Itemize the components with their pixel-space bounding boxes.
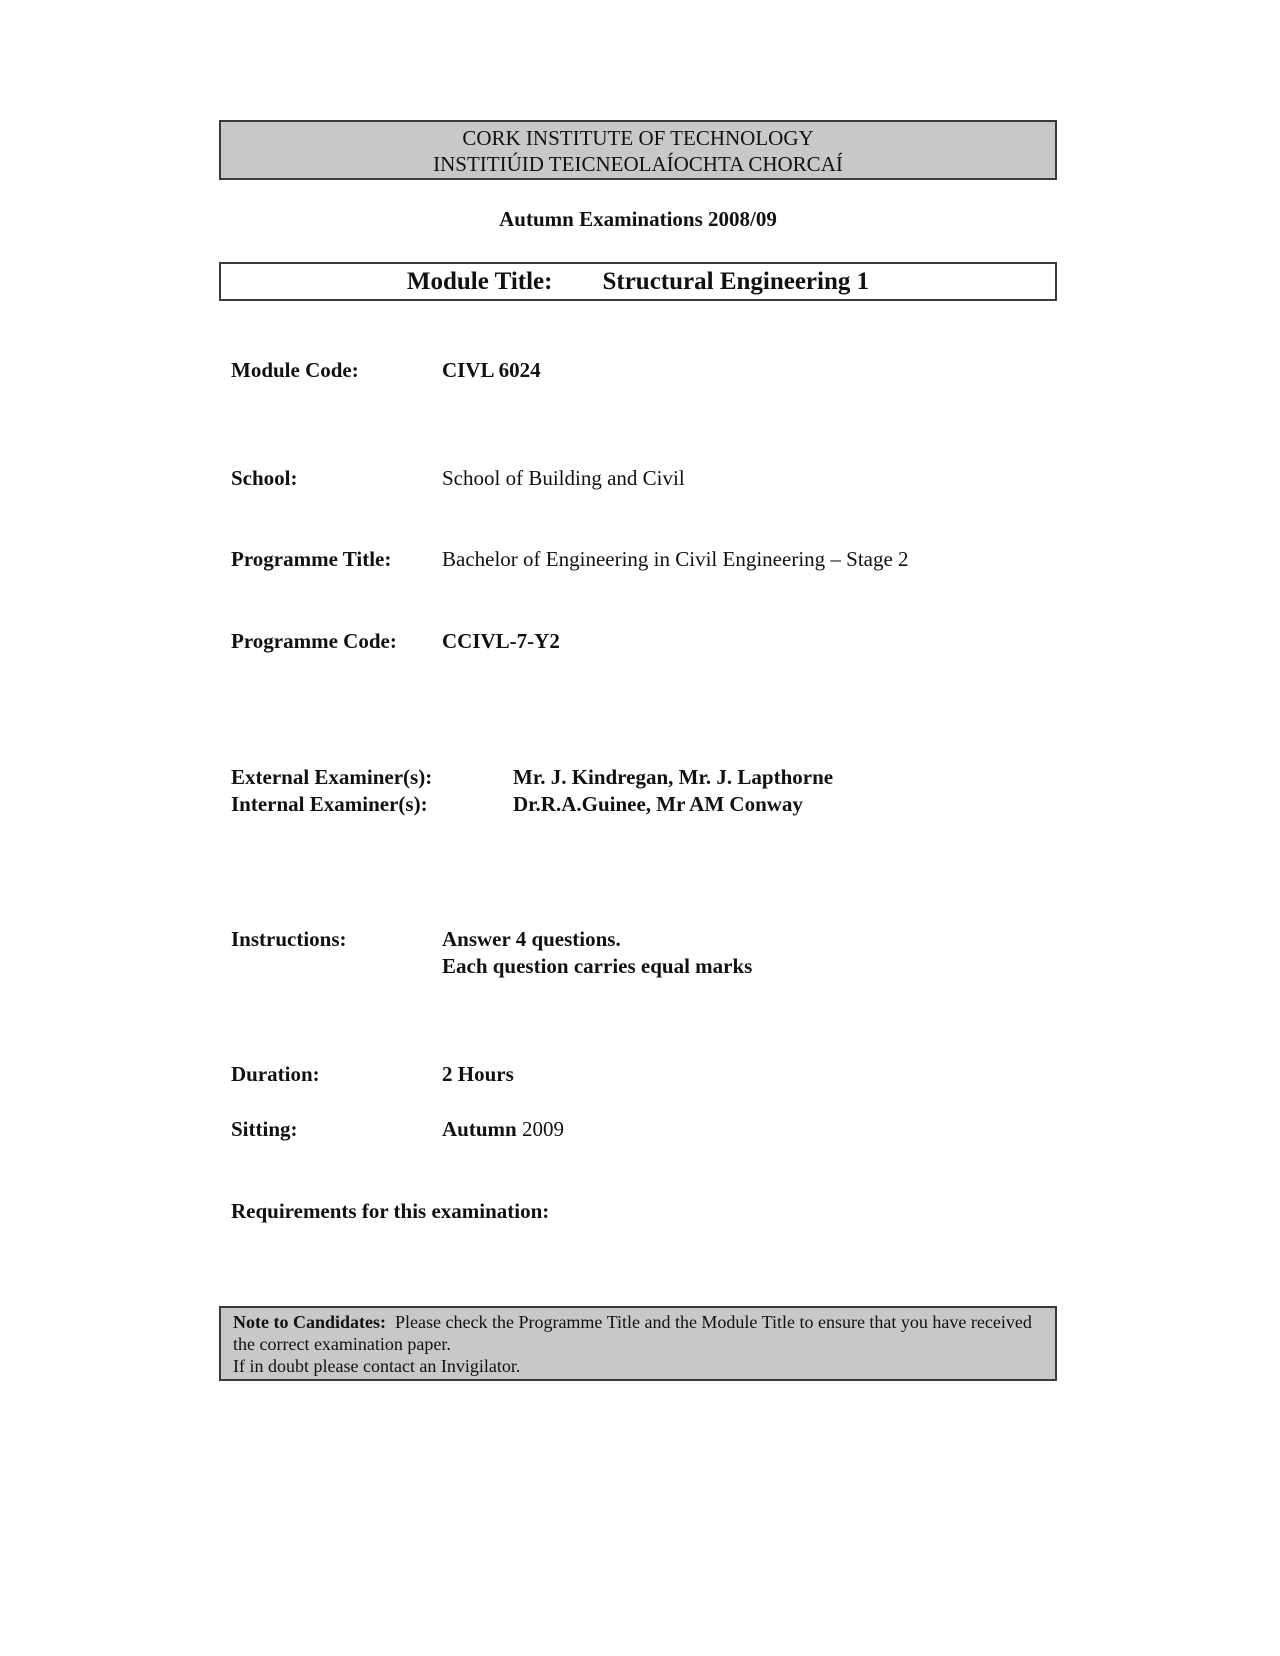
requirements-label: Requirements for this examination: — [231, 1199, 550, 1223]
programme-code-label: Programme Code: — [231, 629, 397, 653]
internal-examiners-value: Dr.R.A.Guinee, Mr AM Conway — [513, 792, 803, 816]
module-title-box — [219, 262, 1057, 301]
module-title-label: Module Title: — [406, 268, 553, 295]
note-text: Please check the Programme Title and the Module Title to ensure that you have received the correct examination paper. — [233, 1312, 1032, 1354]
instructions-line-1: Answer 4 questions. — [442, 927, 621, 951]
external-examiners-value: Mr. J. Kindregan, Mr. J. Lapthorne — [513, 765, 834, 789]
internal-examiners-label: Internal Examiner(s): — [231, 792, 428, 816]
school-label: School: — [231, 466, 298, 490]
institute-header — [219, 120, 1057, 180]
exam-session: Autumn Examinations 2008/09 — [499, 207, 777, 231]
module-code-value: CIVL 6024 — [442, 358, 541, 382]
programme-title-value: Bachelor of Engineering in Civil Engineering – Stage 2 — [442, 547, 909, 571]
note-to-candidates — [219, 1306, 1057, 1381]
external-examiners-label: External Examiner(s): — [231, 765, 433, 789]
module-code-label: Module Code: — [231, 358, 359, 382]
sitting-label: Sitting: — [231, 1117, 298, 1141]
institute-name-english: CORK INSTITUTE OF TECHNOLOGY — [462, 126, 814, 150]
sitting-value — [442, 1117, 564, 1142]
school-value: School of Building and Civil — [442, 466, 685, 490]
instructions-label: Instructions: — [231, 927, 347, 951]
programme-title-label: Programme Title: — [231, 547, 392, 571]
module-title-value: Structural Engineering 1 — [602, 268, 870, 295]
note-label: Note to Candidates: — [233, 1312, 386, 1332]
sitting-year: 2009 — [521, 1117, 564, 1141]
duration-value: 2 Hours — [442, 1062, 514, 1086]
duration-label: Duration: — [231, 1062, 320, 1086]
sitting-season: Autumn — [442, 1117, 517, 1141]
programme-code-value: CCIVL-7-Y2 — [442, 629, 560, 653]
institute-name-irish: INSTITIÚID TEICNEOLAÍOCHTA CHORCAÍ — [433, 152, 843, 176]
note-invigilator-text: If in doubt please contact an Invigilator. — [233, 1356, 521, 1376]
instructions-line-2: Each question carries equal marks — [442, 954, 753, 978]
